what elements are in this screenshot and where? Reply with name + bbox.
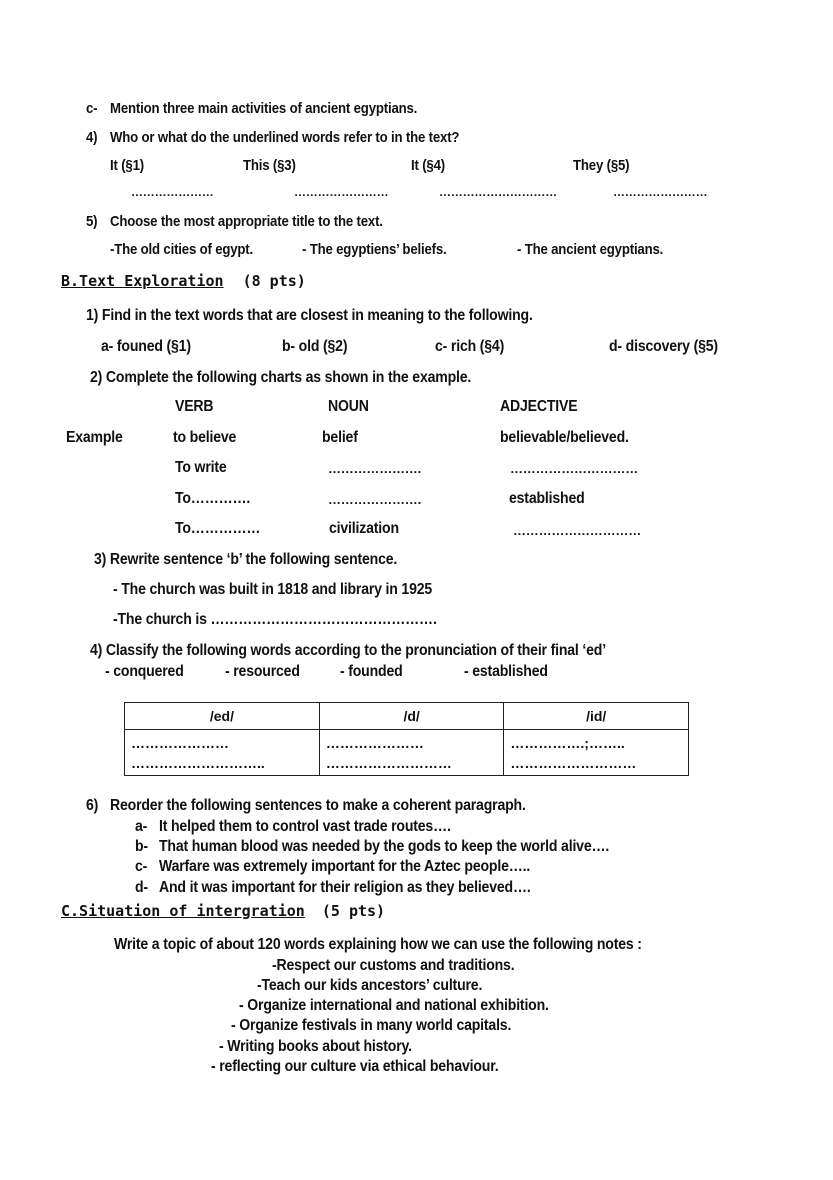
c-note-5: - Writing books about history. bbox=[219, 1038, 412, 1055]
c-note-6: - reflecting our culture via ethical behaviour. bbox=[211, 1058, 499, 1075]
c-note-1: -Respect our customs and traditions. bbox=[272, 957, 515, 974]
pronunciation-table-header-row bbox=[125, 703, 689, 730]
question-5-marker: 5) bbox=[86, 213, 98, 230]
pronunciation-cell-ed bbox=[125, 730, 320, 776]
chart-row-2-noun: …………………. bbox=[328, 461, 422, 476]
section-c-title: C.Situation of intergration bbox=[61, 902, 305, 920]
b6-item-a-text: It helped them to control vast trade routes…. bbox=[159, 818, 451, 835]
b6-item-b-text: That human blood was needed by the gods to keep the world alive…. bbox=[159, 838, 610, 855]
chart-example-label: Example bbox=[66, 429, 123, 446]
question-c-marker: c- bbox=[86, 100, 98, 117]
b3-sentence: - The church was built in 1818 and library in 1925 bbox=[113, 581, 433, 598]
chart-row-3-noun: …………………. bbox=[328, 492, 422, 507]
b1-instruction: 1) Find in the text words that are closest in meaning to the following. bbox=[86, 307, 533, 324]
pronunciation-blank-id-1: …………….;…….. bbox=[510, 735, 625, 751]
b6-item-d-text: And it was important for their religion as they believed…. bbox=[159, 879, 531, 896]
section-c-heading bbox=[61, 902, 385, 920]
pronunciation-cell-d bbox=[319, 730, 504, 776]
b4-word-1: - conquered bbox=[105, 663, 184, 680]
pronunciation-header-id: /id/ bbox=[504, 703, 689, 730]
b6-item-a-marker: a- bbox=[135, 818, 148, 835]
pronunciation-cell-id bbox=[504, 730, 689, 776]
b6-marker: 6) bbox=[86, 797, 99, 814]
section-c-points: (5 pts) bbox=[321, 902, 386, 920]
b1-word-d: d- discovery (§5) bbox=[609, 338, 718, 355]
section-b-heading bbox=[61, 272, 306, 290]
b3-prompt: -The church is …………………………………………. bbox=[113, 611, 437, 628]
answer-blank-3: ………………………… bbox=[439, 185, 558, 199]
reference-2: This (§3) bbox=[243, 157, 296, 174]
b4-word-2: - resourced bbox=[225, 663, 300, 680]
reference-1: It (§1) bbox=[110, 157, 144, 174]
chart-header-adjective: ADJECTIVE bbox=[500, 398, 578, 415]
b6-item-b-marker: b- bbox=[135, 838, 148, 855]
chart-row-3-adjective: established bbox=[509, 490, 585, 507]
chart-header-verb: VERB bbox=[175, 398, 214, 415]
title-option-3: - The ancient egyptians. bbox=[517, 241, 664, 258]
c-note-3: - Organize international and national exhibition. bbox=[239, 997, 549, 1014]
chart-row-2-verb: To write bbox=[175, 459, 227, 476]
b4-instruction: 4) Classify the following words according to the pronunciation of their final ‘ed’ bbox=[90, 642, 606, 659]
chart-row-2-adjective: ………………………… bbox=[510, 461, 639, 476]
c-note-4: - Organize festivals in many world capitals. bbox=[231, 1017, 512, 1034]
title-option-2: - The egyptiens’ beliefs. bbox=[302, 241, 447, 258]
answer-blank-2: …………………… bbox=[294, 185, 389, 199]
b2-instruction: 2) Complete the following charts as shown in the example. bbox=[90, 369, 472, 386]
pronunciation-blank-id-2: ……………………… bbox=[510, 755, 637, 771]
b1-word-c: c- rich (§4) bbox=[435, 338, 505, 355]
chart-row-4-verb: To…………… bbox=[175, 520, 261, 537]
c-note-2: -Teach our kids ancestors’ culture. bbox=[257, 977, 483, 994]
answer-blank-4: …………………… bbox=[613, 185, 708, 199]
b6-item-c-text: Warfare was extremely important for the Aztec people….. bbox=[159, 858, 531, 875]
chart-row-4-adjective: ………………………… bbox=[513, 523, 642, 538]
chart-row-3-verb: To…………. bbox=[175, 490, 251, 507]
pronunciation-header-d: /d/ bbox=[319, 703, 504, 730]
section-b-title: B.Text Exploration bbox=[61, 272, 224, 290]
c-instruction: Write a topic of about 120 words explaining how we can use the following notes : bbox=[114, 936, 642, 953]
chart-row-4-noun: civilization bbox=[329, 520, 399, 537]
pronunciation-table bbox=[124, 702, 689, 776]
pronunciation-header-ed: /ed/ bbox=[125, 703, 320, 730]
reference-4: They (§5) bbox=[573, 157, 630, 174]
title-option-1: -The old cities of egypt. bbox=[110, 241, 254, 258]
chart-row-1-adjective: believable/believed. bbox=[500, 429, 629, 446]
b6-item-d-marker: d- bbox=[135, 879, 148, 896]
b6-instruction: Reorder the following sentences to make a coherent paragraph. bbox=[110, 797, 526, 814]
b4-word-4: - established bbox=[464, 663, 548, 680]
b1-word-a: a- founed (§1) bbox=[101, 338, 191, 355]
question-4-marker: 4) bbox=[86, 129, 98, 146]
chart-header-noun: NOUN bbox=[328, 398, 369, 415]
pronunciation-blank-d-2: ……………………… bbox=[325, 755, 452, 771]
question-c-text: Mention three main activities of ancient egyptians. bbox=[110, 100, 418, 117]
pronunciation-table-answer-row bbox=[125, 730, 689, 776]
question-4-text: Who or what do the underlined words refer to in the text? bbox=[110, 129, 460, 146]
pronunciation-blank-ed-1: ………………… bbox=[131, 735, 229, 751]
chart-row-1-verb: to believe bbox=[173, 429, 237, 446]
b6-item-c-marker: c- bbox=[135, 858, 148, 875]
b3-instruction: 3) Rewrite sentence ‘b’ the following sentence. bbox=[94, 551, 398, 568]
answer-blank-1: ………………… bbox=[131, 185, 214, 199]
pronunciation-blank-d-1: ………………… bbox=[325, 735, 424, 751]
pronunciation-blank-ed-2: ……………………….. bbox=[131, 755, 265, 771]
chart-row-1-noun: belief bbox=[322, 429, 358, 446]
reference-3: It (§4) bbox=[411, 157, 445, 174]
b1-word-b: b- old (§2) bbox=[282, 338, 348, 355]
question-5-text: Choose the most appropriate title to the text. bbox=[110, 213, 383, 230]
section-b-points: (8 pts) bbox=[242, 272, 306, 290]
b4-word-3: - founded bbox=[340, 663, 403, 680]
